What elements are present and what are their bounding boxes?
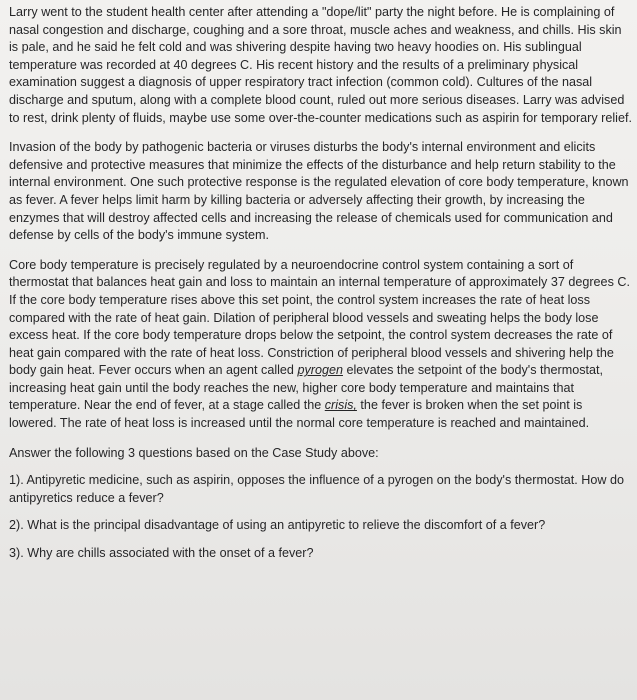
- invasion-paragraph: Invasion of the body by pathogenic bacteria or viruses disturbs the body's internal environment and elicits defensive and protective measures that minimize the effects of the disturbance and help return stability to the internal environment. One such protective response is the regulated elevation of core body temperature, known as fever. A fever helps limit harm by killing bacteria or adversely affecting their growth, by increasing the enzymes that will destroy affected cells and increasing the release of chemicals used for communication and defense by cells of the body's immune system.: [9, 140, 629, 243]
- case-paragraph: Larry went to the student health center after attending a "dope/lit" party the night before. He is complaining of nasal congestion and discharge, coughing and a sore throat, muscle aches and weakness, and chills. His skin is pale, and he said he felt cold and was shivering despite having two heavy hoodies on. His sublingual temperature was recorded at 40 degrees C. His recent history and the results of a preliminary physical examination suggest a diagnosis of upper respiratory tract infection (common cold). Cultures of the nasal discharge and sputum, along with a complete blood count, ruled out more serious diseases. Larry was advised to rest, drink plenty of fluids, maybe use some over-the-counter medications such as aspirin for temporary relief.: [9, 5, 632, 125]
- pyrogen-term: pyrogen: [297, 363, 343, 378]
- core-paragraph-part1: Core body temperature is precisely regulated by a neuroendocrine control system containing a sort of thermostat that balances heat gain and loss to maintain an internal temperature of approximately 37 degrees C. If the core body temperature rises above this set point, the control system increases the rate of heat loss compared with the rate of heat gain. Dilation of peripheral blood vessels and sweating helps the body lose excess heat. If the core body temperature drops below the setpoint, the control system decreases the rate of heat gain compared with the rate of heat loss. Constriction of peripheral blood vessels and shivering help the body gain heat. Fever occurs when an agent called: [9, 257, 630, 378]
- question-2: 2). What is the principal disadvantage of using an antipyretic to relieve the discomfort of a fever?: [9, 518, 546, 533]
- crisis-term: crisis,: [324, 398, 357, 413]
- questions-intro: Answer the following 3 questions based on the Case Study above:: [9, 445, 379, 460]
- core-paragraph-part3: the fever is broken when the set point is lowered. The rate of heat loss is increased until the normal core temperature is reached and maintained.: [9, 398, 590, 431]
- core-paragraph-part2: elevates the setpoint of the body's thermostat, increasing heat gain until the body reaches the new, higher core body temperature and maintains that temperature. Near the end of fever, at a stage called the: [9, 363, 603, 413]
- question-1: 1). Antipyretic medicine, such as aspirin, opposes the influence of a pyrogen on the body's thermostat. How do antipyretics reduce a fever?: [9, 473, 624, 505]
- core-temperature-paragraph: [9, 257, 633, 433]
- question-3: 3). Why are chills associated with the onset of a fever?: [9, 546, 314, 561]
